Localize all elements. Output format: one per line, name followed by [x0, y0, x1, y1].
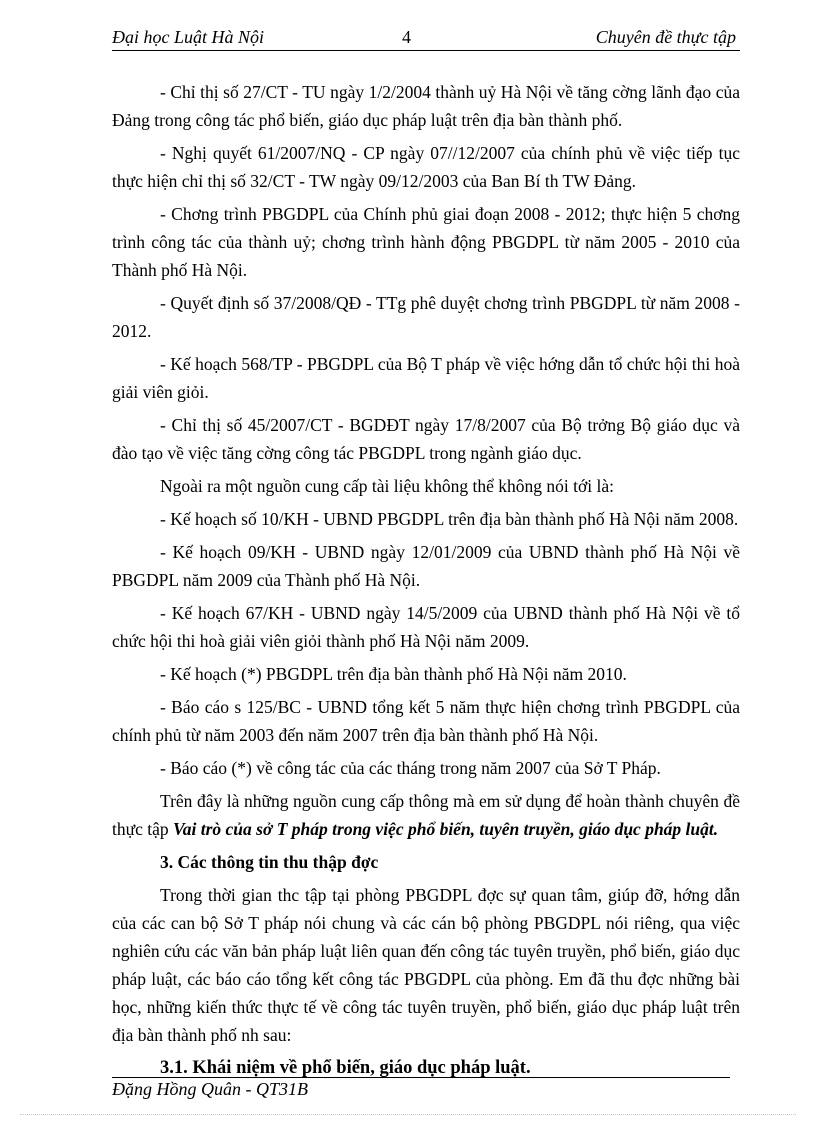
paragraph: - Chơng trình PBGDPL của Chính phủ giai đoạn 2008 - 2012; thực hiện 5 chơng trình công tác của thành uỷ; chơng trình hành động PBGDPL từ năm 2005 - 2010 của Thành phố Hà Nội. [112, 204, 740, 280]
paragraph: - Chỉ thị số 27/CT - TU ngày 1/2/2004 thành uỷ Hà Nội về tăng cờng lãnh đạo của Đảng trong công tác phổ biến, giáo dục pháp luật trên địa bàn thành phố. [112, 82, 740, 130]
header-school: Đại học Luật Hà Nội [112, 27, 265, 47]
paragraph: - Báo cáo (*) về công tác của các tháng trong năm 2007 của Sở T Pháp. [160, 758, 661, 778]
paragraph: - Kế hoạch số 10/KH - UBND PBGDPL trên địa bàn thành phố Hà Nội năm 2008. [160, 509, 739, 529]
paragraph: - Chỉ thị số 45/2007/CT - BGDĐT ngày 17/8/2007 của Bộ trởng Bộ giáo dục và đào tạo về việc tăng cờng công tác PBGDPL trong ngành giáo dục. [112, 415, 740, 463]
page-number: 4 [402, 27, 411, 47]
footer-author: Đặng Hồng Quân - QT31B [112, 1079, 308, 1099]
paragraph: - Kế hoạch 568/TP - PBGDPL của Bộ T pháp về việc hớng dẫn tổ chức hội thi hoà giải viên giỏi. [112, 354, 740, 402]
paragraph: - Báo cáo s 125/BC - UBND tổng kết 5 năm thực hiện chơng trình PBGDPL của chính phủ từ năm 2003 đến năm 2007 trên địa bàn thành phố Hà Nội. [112, 697, 740, 745]
page-edge-dots [20, 1114, 796, 1115]
paragraph: - Nghị quyết 61/2007/NQ - CP ngày 07//12/2007 của chính phủ về việc tiếp tục thực hiện chỉ thị số 32/CT - TW ngày 09/12/2003 của Ban Bí th TW Đảng. [112, 143, 740, 191]
paragraph: - Kế hoạch 67/KH - UBND ngày 14/5/2009 của UBND thành phố Hà Nội về tổ chức hội thi hoà giải viên giỏi thành phố Hà Nội năm 2009. [112, 603, 740, 651]
subsection-heading: 3.1. Khái niệm về phổ biến, giáo dục pháp luật. [160, 1058, 531, 1078]
summary-text: Trên đây là những nguồn cung cấp thông mà em sử dụng để hoàn thành chuyên đề thực tập [112, 791, 740, 839]
summary-paragraph [112, 787, 740, 843]
paragraph: - Kế hoạch (*) PBGDPL trên địa bàn thành phố Hà Nội năm 2010. [160, 664, 627, 684]
page-header [112, 24, 740, 51]
document-body [112, 78, 740, 1087]
section-paragraph: Trong thời gian thc tập tại phòng PBGDPL đợc sự quan tâm, giúp đỡ, hớng dẫn của các can bộ Sở T pháp nói chung và các cán bộ phòng PBGDPL nói riêng, qua việc nghiên cứu các văn bản pháp luật liên quan đến công tác tuyên truyền, phổ biến, giáo dục pháp luật, các báo cáo tổng kết công tác PBGDPL của phòng. Em đã thu đợc những bài học, những kiến thức thực tế về công tác tuyên truyền, phổ biến, giáo dục pháp luật trên địa bàn thành phố nh sau: [112, 885, 740, 1045]
summary-emphasis: Vai trò của sở T pháp trong việc phổ biến, tuyên truyền, giáo dục pháp luật. [173, 819, 719, 839]
paragraph: Ngoài ra một nguồn cung cấp tài liệu không thể không nói tới là: [160, 476, 614, 496]
header-title: Chuyên đề thực tập [595, 27, 736, 47]
footer-divider [112, 1077, 730, 1078]
paragraph: - Kế hoạch 09/KH - UBND ngày 12/01/2009 của UBND thành phố Hà Nội về PBGDPL năm 2009 của Thành phố Hà Nội. [112, 542, 740, 590]
paragraph: - Quyết định số 37/2008/QĐ - TTg phê duyệt chơng trình PBGDPL từ năm 2008 - 2012. [112, 293, 740, 341]
section-heading: 3. Các thông tin thu thập đợc [160, 852, 379, 872]
